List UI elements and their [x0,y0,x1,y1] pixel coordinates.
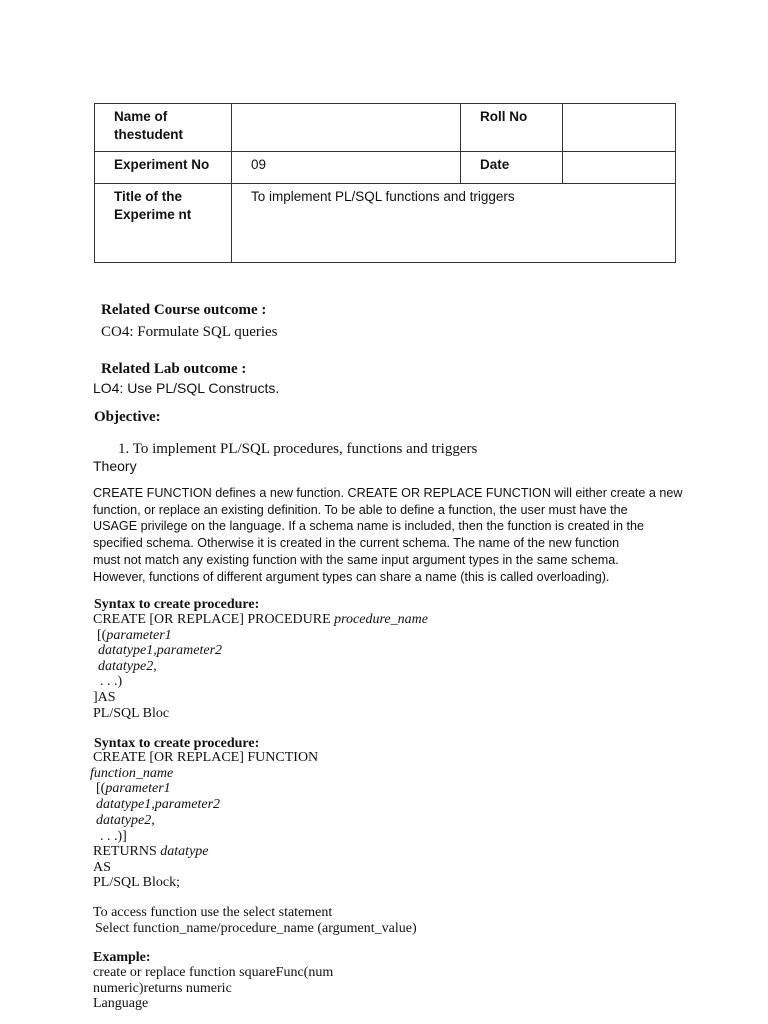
syntax-procedure-line [97,628,172,644]
date-label: Date [461,152,563,184]
syntax-procedure-heading: Syntax to create procedure: [94,597,260,612]
syntax-function-line: . . .)] [100,829,127,844]
syntax-keyword: [( [97,628,107,643]
syntax-procedure-line: ]AS [93,690,116,705]
syntax-procedure-line: datatype1,parameter2 [98,643,223,658]
theory-line: However, functions of different argument types can share a name (this is called overloading). [93,569,610,584]
syntax-function-line [96,781,171,797]
roll-no-label: Roll No [461,104,563,152]
lab-outcome-text: LO4: Use PL/SQL Constructs. [93,380,280,396]
access-text: To access function use the select statement [93,905,333,920]
student-name-label: Name of thestudent [95,104,232,152]
syntax-procedure-line: datatype2, [98,659,157,674]
syntax-procedure-line: . . .) [100,674,123,689]
syntax-procedure-line [93,612,428,628]
syntax-placeholder: parameter1 [105,781,171,796]
lab-outcome-heading: Related Lab outcome : [101,361,247,377]
syntax-placeholder: datatype [160,844,209,859]
course-outcome-text: CO4: Formulate SQL queries [101,324,278,340]
experiment-title-value: To implement PL/SQL functions and triggers [232,184,676,263]
theory-paragraph [93,485,683,585]
date-value [563,152,676,184]
theory-line: specified schema. Otherwise it is created in the current schema. The name of the new function [93,536,620,551]
syntax-function-line: datatype2, [96,813,155,828]
objective-heading: Objective: [94,409,161,425]
syntax-function-line: datatype1,parameter2 [96,797,221,812]
syntax-function-line: AS [93,860,111,875]
syntax-function-line: PL/SQL Block; [93,875,180,890]
syntax-keyword: [( [96,781,106,796]
example-line: create or replace function squareFunc(num [93,965,334,980]
theory-line: CREATE FUNCTION defines a new function. CREATE OR REPLACE FUNCTION will either create a new [93,486,683,500]
syntax-function-line [93,844,209,860]
syntax-function-line: function_name [90,766,174,781]
syntax-function-line: CREATE [OR REPLACE] FUNCTION [93,750,319,765]
syntax-procedure-line: PL/SQL Bloc [93,706,170,721]
syntax-keyword: RETURNS [93,844,161,859]
theory-line: function, or replace an existing definition. To be able to define a function, the user must have the [93,502,628,517]
experiment-title-label: Title of the Experime nt [95,184,232,263]
syntax-placeholder: parameter1 [106,628,172,643]
example-line: numeric)returns numeric [93,981,232,996]
roll-no-value [563,104,676,152]
theory-line: must not match any existing function with the same input argument types in the same schema. [93,552,619,567]
theory-line: USAGE privilege on the language. If a schema name is included, then the function is created in the [93,519,644,534]
experiment-info-table [94,103,676,263]
objective-item: 1. To implement PL/SQL procedures, functions and triggers [118,441,478,457]
example-heading: Example: [93,950,151,965]
experiment-no-value: 09 [232,152,461,184]
syntax-placeholder: procedure_name [334,612,428,627]
theory-heading: Theory [93,458,137,474]
student-name-value [232,104,461,152]
example-line: Language [93,996,149,1011]
access-statement: Select function_name/procedure_name (argument_value) [95,921,417,936]
experiment-no-label: Experiment No [95,152,232,184]
syntax-function-heading: Syntax to create procedure: [94,736,260,751]
course-outcome-heading: Related Course outcome : [101,302,267,318]
syntax-keyword: CREATE [OR REPLACE] PROCEDURE [93,612,335,627]
